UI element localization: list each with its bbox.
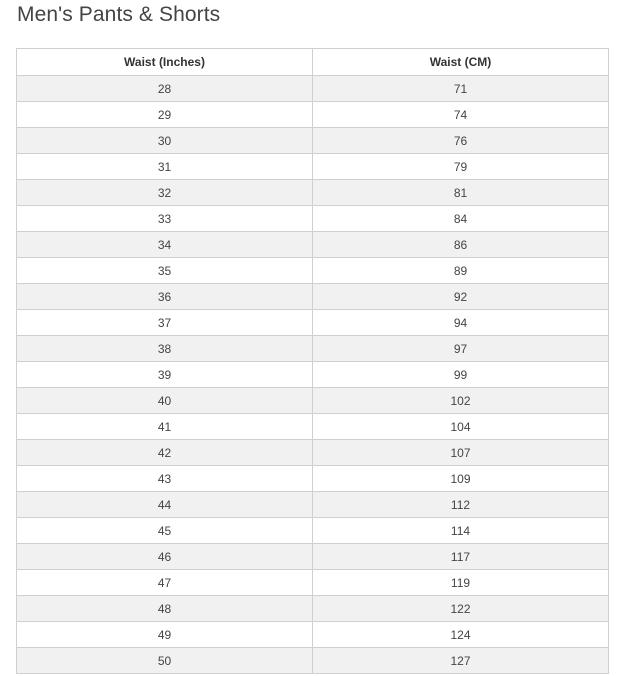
table-header-row [17, 49, 609, 76]
table-row [17, 128, 609, 154]
cell-waist-inches: 38 [17, 336, 313, 362]
table-row [17, 570, 609, 596]
table-row [17, 648, 609, 674]
table-row [17, 284, 609, 310]
cell-waist-cm: 124 [313, 622, 609, 648]
header-waist-cm: Waist (CM) [313, 49, 609, 76]
table-row [17, 388, 609, 414]
cell-waist-inches: 50 [17, 648, 313, 674]
cell-waist-cm: 94 [313, 310, 609, 336]
cell-waist-cm: 79 [313, 154, 609, 180]
cell-waist-cm: 86 [313, 232, 609, 258]
table-row [17, 414, 609, 440]
cell-waist-cm: 122 [313, 596, 609, 622]
table-row [17, 154, 609, 180]
table-row [17, 362, 609, 388]
table-row [17, 76, 609, 102]
cell-waist-inches: 43 [17, 466, 313, 492]
cell-waist-cm: 117 [313, 544, 609, 570]
cell-waist-cm: 102 [313, 388, 609, 414]
cell-waist-inches: 32 [17, 180, 313, 206]
cell-waist-cm: 97 [313, 336, 609, 362]
table-row [17, 310, 609, 336]
cell-waist-inches: 39 [17, 362, 313, 388]
cell-waist-inches: 41 [17, 414, 313, 440]
cell-waist-inches: 37 [17, 310, 313, 336]
table-row [17, 336, 609, 362]
cell-waist-cm: 127 [313, 648, 609, 674]
cell-waist-inches: 29 [17, 102, 313, 128]
table-row [17, 492, 609, 518]
table-row [17, 102, 609, 128]
table-row [17, 206, 609, 232]
cell-waist-inches: 30 [17, 128, 313, 154]
cell-waist-inches: 47 [17, 570, 313, 596]
cell-waist-cm: 109 [313, 466, 609, 492]
cell-waist-inches: 49 [17, 622, 313, 648]
cell-waist-inches: 40 [17, 388, 313, 414]
cell-waist-cm: 76 [313, 128, 609, 154]
cell-waist-cm: 71 [313, 76, 609, 102]
cell-waist-cm: 89 [313, 258, 609, 284]
cell-waist-cm: 81 [313, 180, 609, 206]
cell-waist-inches: 48 [17, 596, 313, 622]
cell-waist-inches: 46 [17, 544, 313, 570]
cell-waist-inches: 44 [17, 492, 313, 518]
cell-waist-inches: 45 [17, 518, 313, 544]
table-body [17, 76, 609, 674]
table-row [17, 180, 609, 206]
cell-waist-cm: 84 [313, 206, 609, 232]
cell-waist-cm: 99 [313, 362, 609, 388]
cell-waist-cm: 92 [313, 284, 609, 310]
cell-waist-inches: 28 [17, 76, 313, 102]
page-title: Men's Pants & Shorts [17, 3, 221, 26]
cell-waist-cm: 119 [313, 570, 609, 596]
table-row [17, 258, 609, 284]
cell-waist-cm: 74 [313, 102, 609, 128]
cell-waist-cm: 107 [313, 440, 609, 466]
cell-waist-inches: 42 [17, 440, 313, 466]
cell-waist-inches: 31 [17, 154, 313, 180]
table-row [17, 518, 609, 544]
table-row [17, 440, 609, 466]
cell-waist-inches: 36 [17, 284, 313, 310]
table-row [17, 232, 609, 258]
cell-waist-inches: 34 [17, 232, 313, 258]
table-row [17, 596, 609, 622]
cell-waist-cm: 104 [313, 414, 609, 440]
header-waist-inches: Waist (Inches) [17, 49, 313, 76]
cell-waist-cm: 114 [313, 518, 609, 544]
table-row [17, 466, 609, 492]
cell-waist-inches: 33 [17, 206, 313, 232]
table-row [17, 544, 609, 570]
cell-waist-cm: 112 [313, 492, 609, 518]
table-row [17, 622, 609, 648]
size-chart-table [16, 48, 609, 674]
cell-waist-inches: 35 [17, 258, 313, 284]
